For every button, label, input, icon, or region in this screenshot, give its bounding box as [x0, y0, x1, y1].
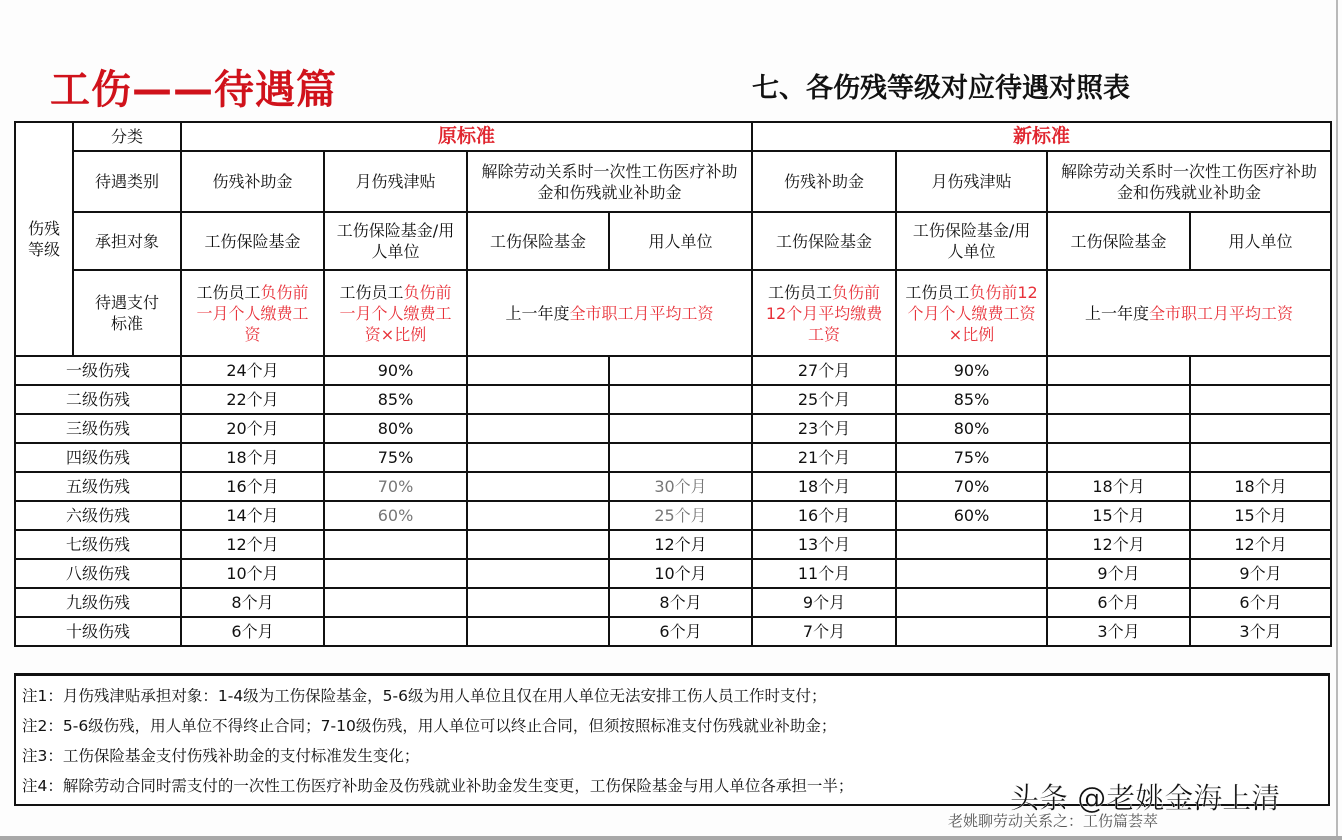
old-subsidy-cell: 12个月 — [181, 530, 324, 559]
new-fund-cell: 12个月 — [1047, 530, 1190, 559]
old-fund-cell — [467, 443, 609, 472]
new-standard-allowance — [896, 270, 1047, 356]
old-standard-allowance — [324, 270, 467, 356]
new-subsidy-cell: 25个月 — [752, 385, 896, 414]
old-allowance-cell: 60% — [324, 501, 467, 530]
new-employer-cell: 9个月 — [1190, 559, 1331, 588]
old-allowance-cell — [324, 530, 467, 559]
new-employer-cell — [1190, 443, 1331, 472]
new-allowance-cell: 80% — [896, 414, 1047, 443]
grade-cell: 四级伤残 — [15, 443, 181, 472]
old-standard-allowance-black: 工伤员工 — [339, 282, 404, 302]
table-row — [15, 443, 1331, 472]
slide-edge-right — [1336, 0, 1338, 840]
new-employer-cell — [1190, 414, 1331, 443]
old-payer-one-time-fund: 工伤保险基金 — [467, 212, 609, 270]
header-row-benefit-type — [15, 151, 1331, 212]
new-type-subsidy: 伤残补助金 — [752, 151, 896, 212]
new-employer-cell: 15个月 — [1190, 501, 1331, 530]
old-allowance-cell: 70% — [324, 472, 467, 501]
old-allowance-cell: 75% — [324, 443, 467, 472]
grade-cell: 十级伤残 — [15, 617, 181, 646]
new-fund-cell: 15个月 — [1047, 501, 1190, 530]
new-payer-one-time-employer: 用人单位 — [1190, 212, 1331, 270]
old-employer-cell — [609, 414, 752, 443]
new-fund-cell: 3个月 — [1047, 617, 1190, 646]
grade-cell: 二级伤残 — [15, 385, 181, 414]
watermark: 头条 @老姚金海上清 — [1010, 781, 1281, 815]
old-fund-cell — [467, 617, 609, 646]
old-standard-header: 原标准 — [181, 122, 752, 151]
old-type-subsidy: 伤残补助金 — [181, 151, 324, 212]
new-allowance-cell: 75% — [896, 443, 1047, 472]
new-subsidy-cell: 13个月 — [752, 530, 896, 559]
old-allowance-cell — [324, 559, 467, 588]
old-subsidy-cell: 8个月 — [181, 588, 324, 617]
old-payer-allowance: 工伤保险基金/用人单位 — [324, 212, 467, 270]
footer-caption: 老姚聊劳动关系之：工伤篇荟萃 — [948, 812, 1159, 830]
new-fund-cell — [1047, 443, 1190, 472]
old-standard-subsidy-red: 负伤前一月个人缴费工资 — [196, 282, 309, 344]
page-title: 工伤——待遇篇 — [50, 67, 337, 113]
new-standard-header: 新标准 — [752, 122, 1331, 151]
old-allowance-cell: 90% — [324, 356, 467, 385]
new-employer-cell: 3个月 — [1190, 617, 1331, 646]
new-standard-one-time-red: 全市职工月平均工资 — [1149, 303, 1294, 323]
old-payer-one-time-employer: 用人单位 — [609, 212, 752, 270]
slide-edge-bottom — [0, 836, 1342, 840]
old-fund-cell — [467, 356, 609, 385]
table-row — [15, 617, 1331, 646]
header-row-payer — [15, 212, 1331, 270]
old-employer-cell: 30个月 — [609, 472, 752, 501]
new-employer-cell: 18个月 — [1190, 472, 1331, 501]
old-subsidy-cell: 16个月 — [181, 472, 324, 501]
old-allowance-cell — [324, 588, 467, 617]
new-fund-cell — [1047, 385, 1190, 414]
header-row-payment-standard — [15, 270, 1331, 356]
new-subsidy-cell: 9个月 — [752, 588, 896, 617]
row-label-benefit-type: 待遇类别 — [73, 151, 181, 212]
note-1: 注1：月伤残津贴承担对象：1-4级为工伤保险基金，5-6级为用人单位且仅在用人单位无法安排工伤人员工作时支付； — [22, 687, 827, 705]
new-subsidy-cell: 7个月 — [752, 617, 896, 646]
grade-cell: 六级伤残 — [15, 501, 181, 530]
table-row — [15, 559, 1331, 588]
new-allowance-cell: 70% — [896, 472, 1047, 501]
new-subsidy-cell: 16个月 — [752, 501, 896, 530]
old-subsidy-cell: 18个月 — [181, 443, 324, 472]
new-type-allowance: 月伤残津贴 — [896, 151, 1047, 212]
table-row — [15, 588, 1331, 617]
new-allowance-cell: 60% — [896, 501, 1047, 530]
grade-cell: 一级伤残 — [15, 356, 181, 385]
row-label-category: 分类 — [73, 122, 181, 151]
new-subsidy-cell: 23个月 — [752, 414, 896, 443]
old-fund-cell — [467, 530, 609, 559]
new-fund-cell: 18个月 — [1047, 472, 1190, 501]
old-fund-cell — [467, 588, 609, 617]
old-standard-one-time — [467, 270, 752, 356]
table-row — [15, 356, 1331, 385]
new-type-one-time: 解除劳动关系时一次性工伤医疗补助金和伤残就业补助金 — [1047, 151, 1331, 212]
grade-cell: 八级伤残 — [15, 559, 181, 588]
new-subsidy-cell: 27个月 — [752, 356, 896, 385]
new-standard-one-time — [1047, 270, 1331, 356]
table-row — [15, 385, 1331, 414]
old-subsidy-cell: 22个月 — [181, 385, 324, 414]
new-employer-cell — [1190, 356, 1331, 385]
new-payer-allowance: 工伤保险基金/用人单位 — [896, 212, 1047, 270]
new-allowance-cell: 85% — [896, 385, 1047, 414]
new-allowance-cell: 90% — [896, 356, 1047, 385]
new-employer-cell: 6个月 — [1190, 588, 1331, 617]
old-standard-subsidy-black: 工伤员工 — [196, 282, 261, 302]
old-employer-cell — [609, 385, 752, 414]
new-fund-cell — [1047, 414, 1190, 443]
benefits-comparison-table — [14, 121, 1332, 647]
old-subsidy-cell: 20个月 — [181, 414, 324, 443]
old-payer-subsidy: 工伤保险基金 — [181, 212, 324, 270]
new-standard-one-time-black: 上一年度 — [1085, 303, 1150, 323]
grade-cell: 三级伤残 — [15, 414, 181, 443]
old-employer-cell — [609, 356, 752, 385]
table-row — [15, 414, 1331, 443]
new-standard-allowance-black: 工伤员工 — [905, 282, 970, 302]
header-row-category — [15, 122, 1331, 151]
note-2: 注2：5-6级伤残，用人单位不得终止合同；7-10级伤残，用人单位可以终止合同，但须按照标准支付伤残就业补助金； — [22, 717, 837, 735]
old-subsidy-cell: 24个月 — [181, 356, 324, 385]
old-standard-allowance-red: 负伤前一月个人缴费工资×比例 — [339, 282, 452, 344]
old-fund-cell — [467, 385, 609, 414]
grade-corner-label: 伤残等级 — [15, 122, 73, 356]
new-employer-cell — [1190, 385, 1331, 414]
note-3: 注3：工伤保险基金支付伤残补助金的支付标准发生变化； — [22, 747, 420, 765]
new-fund-cell — [1047, 356, 1190, 385]
old-allowance-cell — [324, 617, 467, 646]
table-row — [15, 472, 1331, 501]
old-employer-cell — [609, 443, 752, 472]
new-employer-cell: 12个月 — [1190, 530, 1331, 559]
new-standard-subsidy — [752, 270, 896, 356]
old-employer-cell: 10个月 — [609, 559, 752, 588]
new-subsidy-cell: 21个月 — [752, 443, 896, 472]
new-allowance-cell — [896, 559, 1047, 588]
new-standard-subsidy-red: 负伤前12个月平均缴费工资 — [765, 282, 883, 344]
old-type-one-time: 解除劳动关系时一次性工伤医疗补助金和伤残就业补助金 — [467, 151, 752, 212]
old-allowance-cell: 85% — [324, 385, 467, 414]
grade-cell: 九级伤残 — [15, 588, 181, 617]
old-standard-one-time-black: 上一年度 — [505, 303, 570, 323]
new-standard-allowance-red: 负伤前12个月个人缴费工资×比例 — [907, 282, 1038, 344]
old-fund-cell — [467, 559, 609, 588]
row-label-payment-standard: 待遇支付标准 — [73, 270, 181, 356]
old-employer-cell: 25个月 — [609, 501, 752, 530]
new-allowance-cell — [896, 588, 1047, 617]
row-label-payer: 承担对象 — [73, 212, 181, 270]
old-fund-cell — [467, 501, 609, 530]
new-fund-cell: 9个月 — [1047, 559, 1190, 588]
old-fund-cell — [467, 414, 609, 443]
new-subsidy-cell: 11个月 — [752, 559, 896, 588]
new-subsidy-cell: 18个月 — [752, 472, 896, 501]
note-4: 注4：解除劳动合同时需支付的一次性工伤医疗补助金及伤残就业补助金发生变更，工伤保险基金与用人单位各承担一半； — [22, 777, 854, 795]
old-standard-subsidy — [181, 270, 324, 356]
new-allowance-cell — [896, 617, 1047, 646]
new-allowance-cell — [896, 530, 1047, 559]
old-type-allowance: 月伤残津贴 — [324, 151, 467, 212]
table-row — [15, 530, 1331, 559]
new-standard-subsidy-black: 工伤员工 — [768, 282, 833, 302]
old-allowance-cell: 80% — [324, 414, 467, 443]
table-row — [15, 501, 1331, 530]
new-fund-cell: 6个月 — [1047, 588, 1190, 617]
old-subsidy-cell: 10个月 — [181, 559, 324, 588]
old-employer-cell: 8个月 — [609, 588, 752, 617]
table-title: 七、各伤残等级对应待遇对照表 — [752, 73, 1130, 104]
old-subsidy-cell: 6个月 — [181, 617, 324, 646]
old-subsidy-cell: 14个月 — [181, 501, 324, 530]
new-payer-one-time-fund: 工伤保险基金 — [1047, 212, 1190, 270]
old-standard-one-time-red: 全市职工月平均工资 — [569, 303, 714, 323]
new-payer-subsidy: 工伤保险基金 — [752, 212, 896, 270]
old-fund-cell — [467, 472, 609, 501]
grade-cell: 五级伤残 — [15, 472, 181, 501]
old-employer-cell: 12个月 — [609, 530, 752, 559]
grade-cell: 七级伤残 — [15, 530, 181, 559]
old-employer-cell: 6个月 — [609, 617, 752, 646]
